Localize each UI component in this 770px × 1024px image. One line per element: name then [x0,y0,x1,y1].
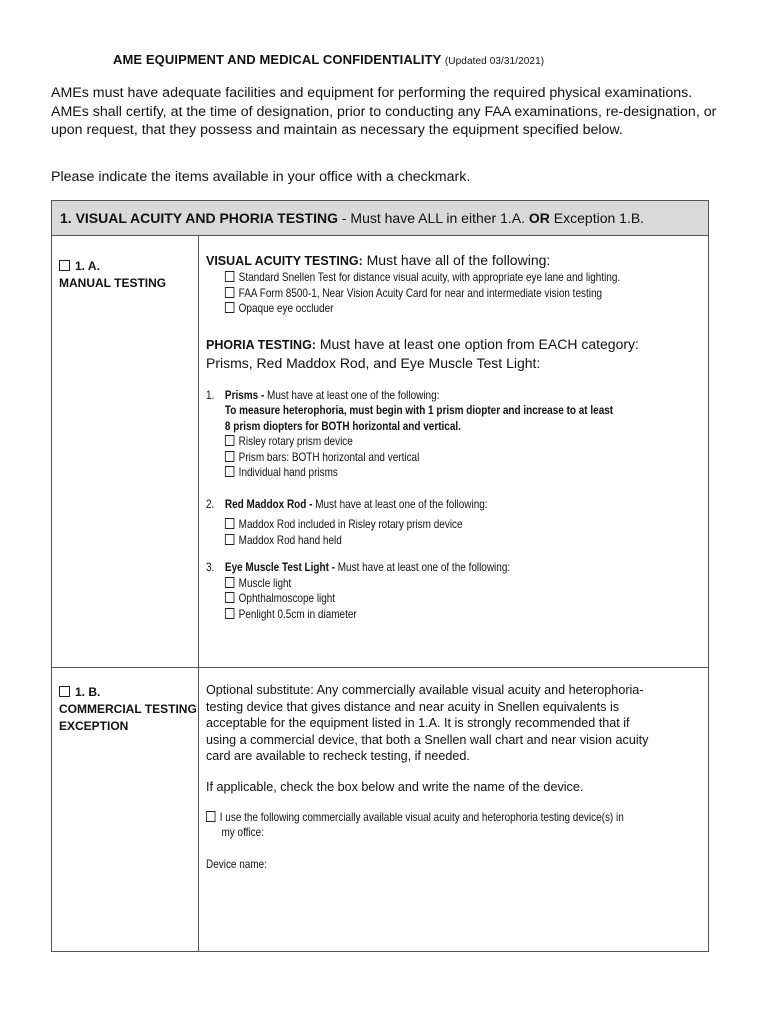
category-item [225,465,619,481]
va-item-checkbox[interactable] [225,287,234,298]
category-requirement: Must have at least one of the following: [334,561,511,574]
category-number: 2. [206,497,215,511]
optional-substitute-text: Optional substitute: Any commercially available visual acuity and heterophoria-testing device that gives distance and near acuity in Snellen equivalents is acceptable for the equipment listed in 1.A. It is strongly recommended that if using a commercial device, that both a Snellen wall chart and near vision acuity card are available to recheck testing, if needed. [206,683,649,764]
category-item [225,533,488,549]
section-1-requirement: - Must have ALL in either 1.A. [337,210,529,226]
title-updated-date: (Updated 03/31/2021) [444,56,545,67]
row-1b [52,668,709,952]
category-item [225,450,619,466]
va-item [225,270,638,286]
if-applicable-text: If applicable, check the box below and write the name of the device. [206,779,584,794]
title-main: AME EQUIPMENT AND MEDICAL CONFIDENTIALITY [113,52,442,67]
visual-acuity-list [206,270,638,317]
category-item-label: Ophthalmoscope light [238,592,336,605]
option-1b-number: 1. B. [75,685,101,699]
phoria-category-prisms [206,388,619,481]
category-item-label: Individual hand prisms [238,466,338,479]
category-name: Red Maddox Rod - [224,497,313,511]
row-1b-label-cell [52,668,199,952]
category-item-checkbox[interactable] [225,577,234,588]
category-number: 3. [206,561,215,574]
category-item-label: Maddox Rod included in Risley rotary prism device [238,518,463,531]
va-item [225,301,638,317]
va-item-checkbox[interactable] [225,302,234,313]
row-1b-content-cell [199,668,709,952]
device-statement-checkbox[interactable] [206,811,215,822]
category-item-checkbox[interactable] [225,534,234,545]
category-item-checkbox[interactable] [225,518,234,529]
category-item-label: Risley rotary prism device [238,435,353,448]
section-1-exception: Exception 1.B. [549,210,645,226]
category-item-checkbox[interactable] [225,466,234,477]
page-title [113,52,544,67]
visual-acuity-requirement: Must have all of the following: [362,252,551,268]
category-requirement: Must have at least one of the following: [264,388,440,402]
category-item-checkbox[interactable] [225,451,234,462]
category-requirement: Must have at least one of the following: [312,497,488,511]
va-item-label: FAA Form 8500-1, Near Vision Acuity Card for near and intermediate vision testing [238,286,603,300]
va-item-label: Standard Snellen Test for distance visual acuity, with appropriate eye lane and lighting. [238,271,621,284]
category-item-checkbox[interactable] [225,435,234,446]
option-1a-checkbox[interactable] [59,260,70,271]
intro-paragraph: AMEs must have adequate facilities and equipment for performing the required physical examinations. AMEs shall certify, at the time of designation, prior to conducting any FAA examinations, re-designation, or upon request, that they possess and maintain as necessary the equipment specified below. [51,85,717,139]
category-name: Eye Muscle Test Light - [224,561,335,574]
category-note: To measure heterophoria, must begin with 1 prism diopter and increase to at least 8 prism diopters for BOTH horizontal and vertical. [224,404,614,433]
instruction-text: Please indicate the items available in your office with a checkmark. [51,169,471,185]
visual-acuity-heading [206,252,708,268]
va-item-label: Opaque eye occluder [238,302,334,315]
row-1a [52,236,709,668]
device-name-field [206,857,619,873]
category-item-label: Muscle light [238,576,292,590]
row-1a-content-cell [199,236,709,668]
category-item [225,591,510,607]
category-item-checkbox[interactable] [225,608,234,619]
equipment-table [51,200,709,952]
visual-acuity-title: VISUAL ACUITY TESTING: [206,254,363,268]
option-1a-name: MANUAL TESTING [59,276,167,290]
device-name-label: Device name: [206,857,267,871]
category-item-label: Penlight 0.5cm in diameter [238,607,357,621]
option-1b-name-line2: EXCEPTION [59,719,129,733]
category-item-label: Prism bars: BOTH horizontal and vertical [238,450,420,464]
phoria-requirement: Must have at least one option from EACH category: Prisms, Red Maddox Rod, and Eye Muscle Test Light: [206,335,639,371]
category-item [225,517,488,533]
option-1b-name-line1: COMMERCIAL TESTING [59,702,197,716]
section-1-title: 1. VISUAL ACUITY AND PHORIA TESTING [60,210,338,226]
category-name: Prisms - [224,388,265,402]
va-item [225,286,638,302]
device-statement [206,810,634,841]
device-statement-label: I use the following commercially available visual acuity and heterophoria testing device(s) in my office: [219,810,624,840]
category-item [225,576,510,592]
category-number: 1. [206,388,215,402]
category-item-label: Maddox Rod hand held [238,533,342,547]
category-item [225,434,619,450]
va-item-checkbox[interactable] [225,271,234,282]
option-1b-checkbox[interactable] [59,686,70,697]
phoria-category-eye-muscle-light [206,560,619,622]
section-1-header [52,201,709,236]
option-1a-number: 1. A. [75,259,100,273]
phoria-category-red-maddox-rod [206,497,619,549]
category-item [225,607,510,623]
row-1a-label-cell [52,236,199,668]
phoria-title: PHORIA TESTING: [206,337,316,352]
section-1-or: OR [528,210,550,226]
category-item-checkbox[interactable] [225,592,234,603]
phoria-heading [206,335,646,372]
